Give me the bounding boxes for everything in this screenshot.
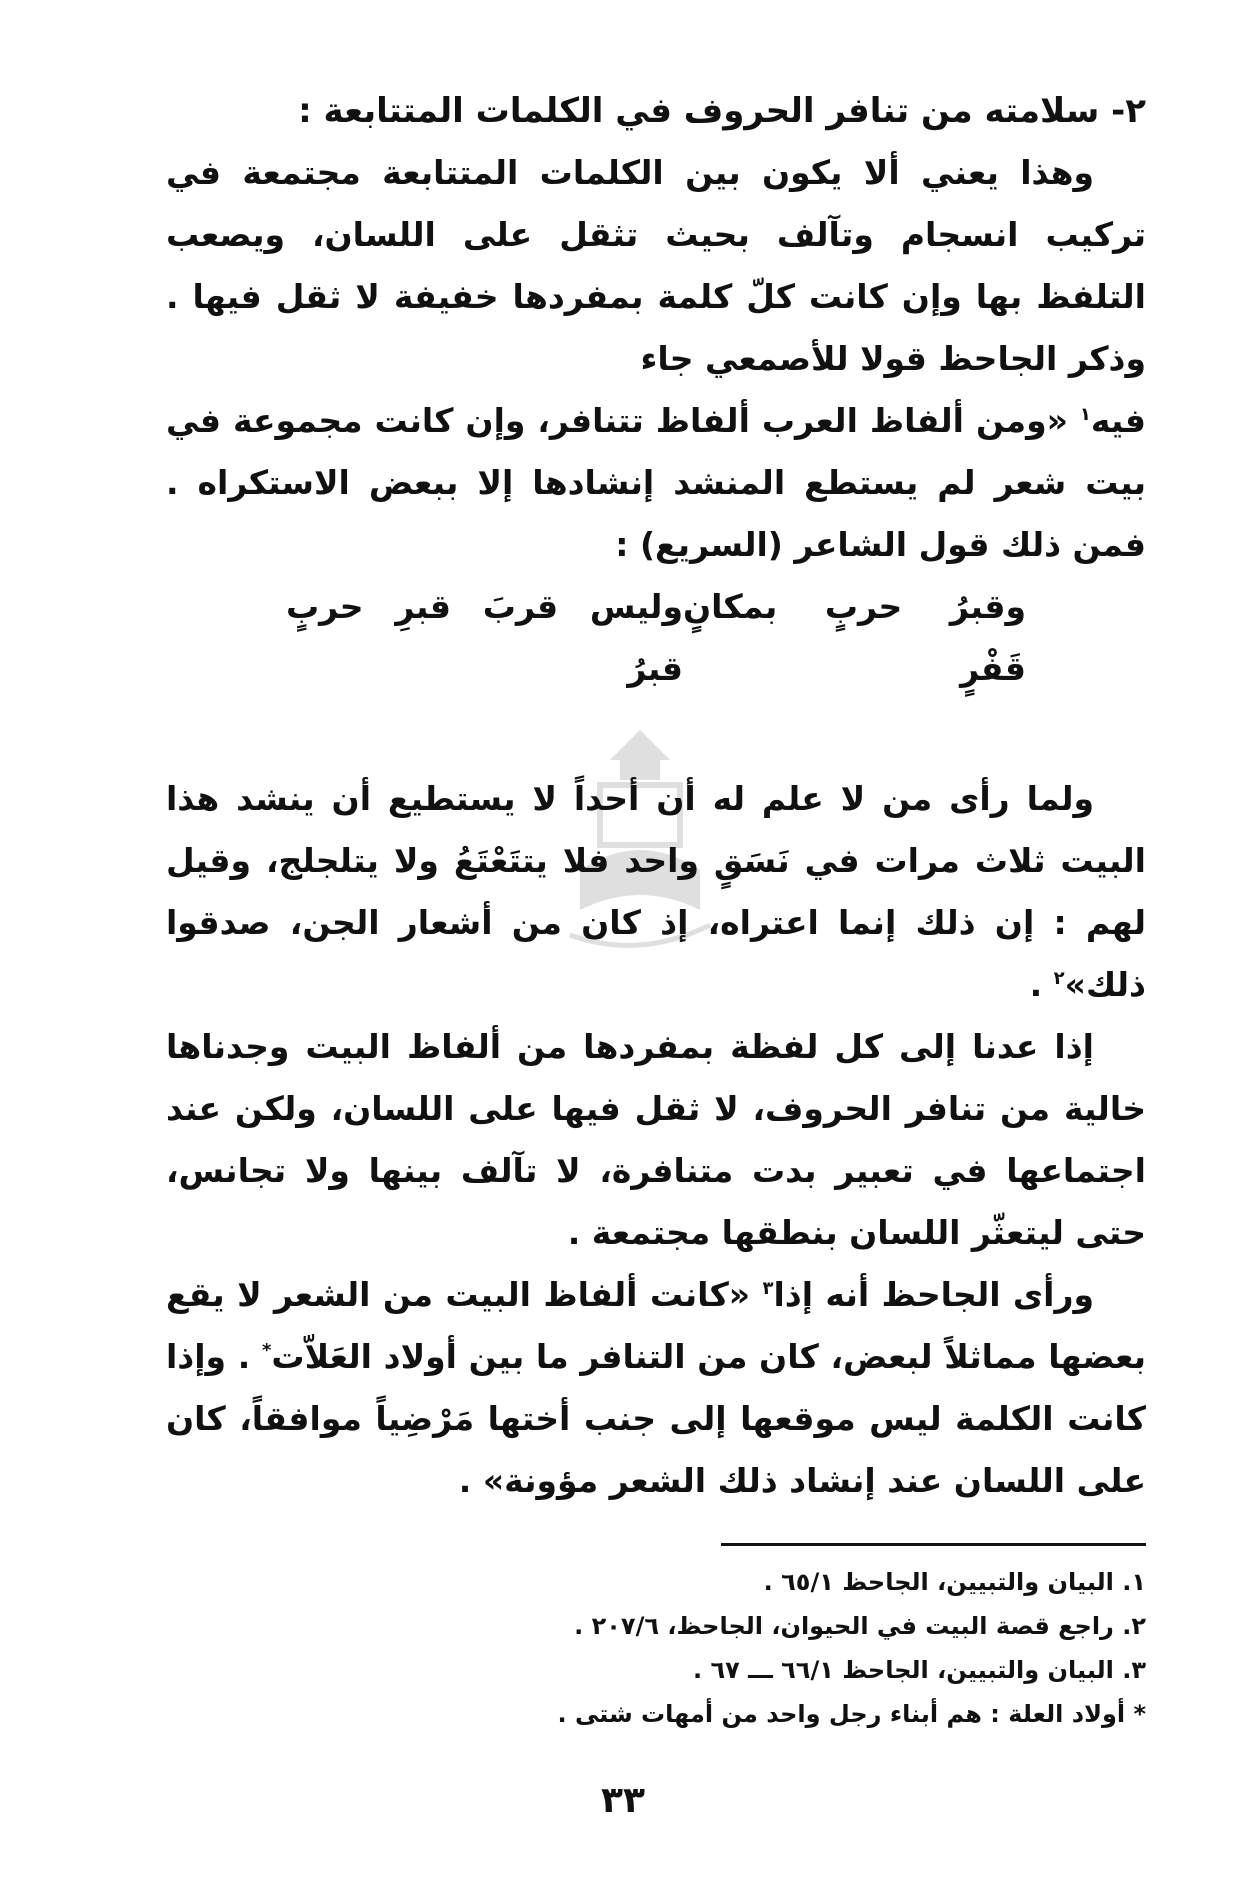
footnote-ref-star: *	[261, 1340, 272, 1361]
verse-first-hemistich: وقبرُ حربٍ بمكانٍ قَفْرٍ	[682, 587, 1026, 688]
page-number: ٣٣	[601, 1780, 645, 1821]
footnote-item: ١. البيان والتبيين، الجاحظ ٦٥/١ .	[763, 1568, 1146, 1596]
footnotes	[166, 1560, 1146, 1736]
paragraph-4: ورأى الجاحظ أنه إذا$^٣$ «كانت ألفاظ البيت من الشعر لا يقع بعضها مماثلاً لبعض، كان من التنافر ما بين أولاد العَلاّت* . وإذا كانت الكلمة ليس موقعها إلى جنب أختها مَرْضِياً موافقاً، كان على اللسان عند إنشاد ذلك الشعر مؤونة» .	[166, 1275, 1147, 1500]
paragraph-3: إذا عدنا إلى كل لفظة بمفردها من ألفاظ البيت وجدناها خالية من تنافر الحروف، لا ثقل فيها على اللسان، ولكن عند اجتماعها في تعبير بدت متنافرة، لا تآلف بينها ولا تجانس، حتى ليتعثّر اللسان بنطقها مجتمعة .	[166, 1027, 1146, 1252]
footnote-item: ٣. البيان والتبيين، الجاحظ ٦٦/١ ـــ ٦٧ .	[693, 1656, 1146, 1684]
footnote-ref-1: ١	[1079, 404, 1091, 425]
main-text	[166, 80, 1146, 1512]
paragraph-1: وهذا يعني ألا يكون بين الكلمات المتتابعة مجتمعة في تركيب انسجام وتآلف بحيث تثقل على اللسان، ويصعب التلفظ بها وإن كانت كلّ كلمة بمفردها خفيفة لا ثقل فيها . وذكر الجاحظ قولا للأصمعي جاء	[166, 153, 1146, 378]
verse-second-hemistich: وليس قربَ قبرِ حربٍ قبرُ	[286, 587, 683, 688]
footnote-ref-3: ٣	[762, 1278, 774, 1299]
poem-verse	[166, 576, 1146, 700]
footnote-ref-2: ٢	[1053, 968, 1065, 989]
paragraph-1-continued: فيه$^١$ «ومن ألفاظ العرب ألفاظ تتنافر، وإن كانت مجموعة في بيت شعر لم يستطع المنشد إنشادها إلا ببعض الاستكراه . فمن ذلك قول الشاعر (السريع) :	[166, 401, 1146, 564]
paragraph-2: ولما رأى من لا علم له أن أحداً لا يستطيع أن ينشد هذا البيت ثلاث مرات في نَسَقٍ واحد فلا يتتَعْتَعُ ولا يتلجلج، وقيل لهم : إن ذلك إنما اعتراه، إذ كان من أشعار الجن، صدقوا ذلك»$^٢$ .	[166, 779, 1146, 1004]
footnote-item: * أولاد العلة : هم أبناء رجل واحد من أمهات شتى .	[557, 1700, 1146, 1728]
section-heading: ٢- سلامته من تنافر الحروف في الكلمات المتتابعة :	[298, 91, 1146, 131]
footnote-divider	[721, 1543, 1146, 1546]
footnote-item: ٢. راجع قصة البيت في الحيوان، الجاحظ، ٢٠٧/٦ .	[574, 1612, 1146, 1640]
